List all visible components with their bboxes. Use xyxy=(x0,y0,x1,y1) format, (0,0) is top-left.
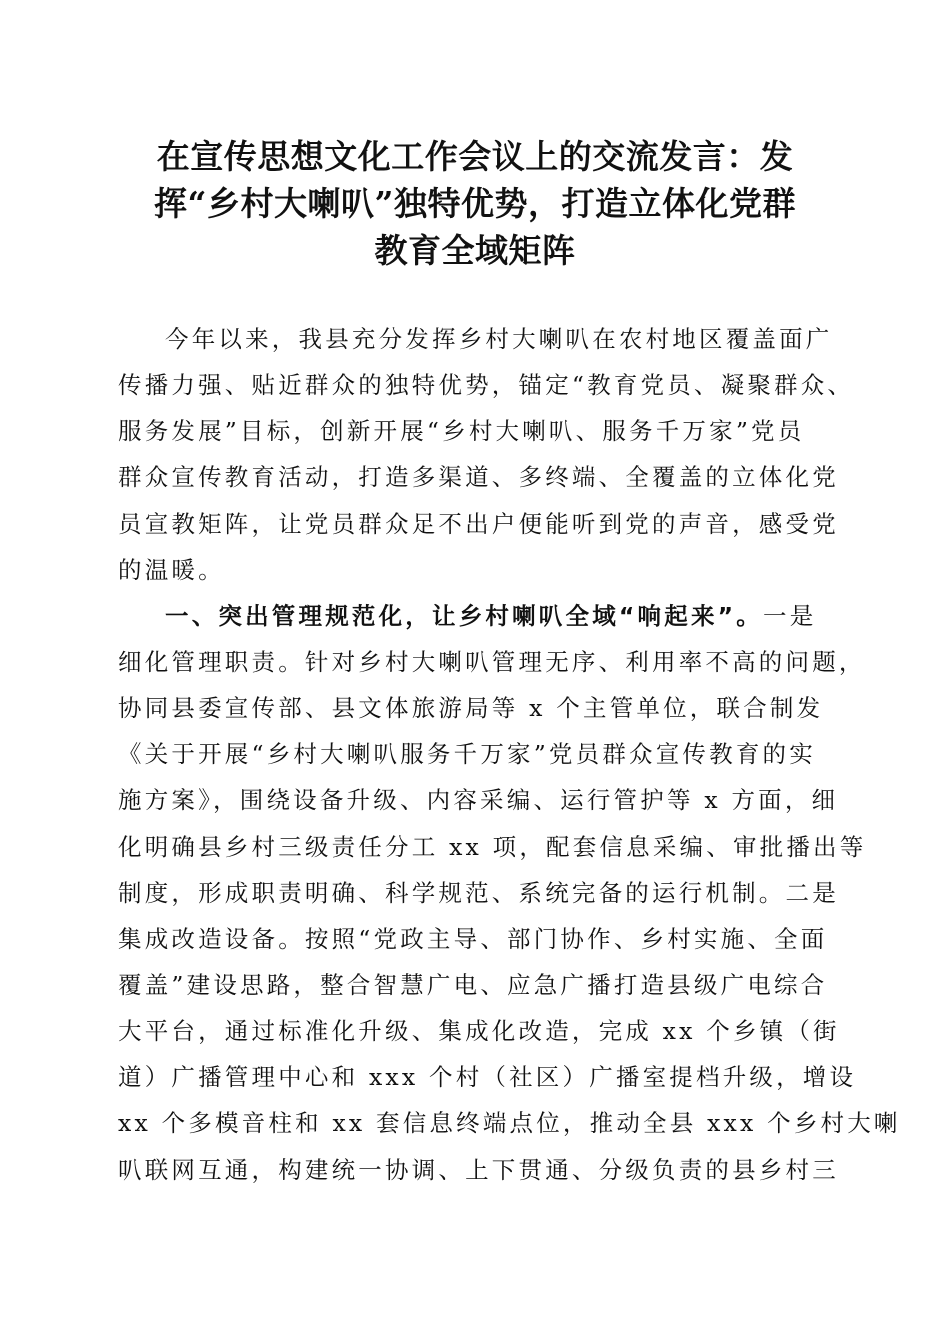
section-1-heading-tail: 一是 xyxy=(763,601,817,630)
document-body xyxy=(118,316,901,1193)
paragraph-line: 叭联网互通，构建统一协调、上下贯通、分级负责的县乡村三 xyxy=(118,1155,839,1184)
paragraph-line: 道）广播管理中心和 xxx 个村（社区）广播室提档升级，增设 xyxy=(118,1063,857,1092)
paragraph-line: 传播力强、贴近群众的独特优势，锚定“教育党员、凝聚群众、 xyxy=(118,371,855,400)
title-line: 挥“乡村大喇叭”独特优势，打造立体化党群 xyxy=(154,184,796,223)
section-1-paragraph xyxy=(118,593,901,1193)
title-line: 教育全域矩阵 xyxy=(374,231,576,270)
paragraph-line: 细化管理职责。针对乡村大喇叭管理无序、利用率不高的问题， xyxy=(118,647,866,676)
paragraph-line: 施方案》，围绕设备升级、内容采编、运行管护等 x 方面，细 xyxy=(118,786,839,815)
paragraph-line: 今年以来，我县充分发挥乡村大喇叭在农村地区覆盖面广 xyxy=(165,325,833,353)
paragraph-line: 制度，形成职责明确、科学规范、系统完备的运行机制。二是 xyxy=(118,878,839,907)
paragraph-line: 服务发展”目标，创新开展“乡村大喇叭、服务千万家”党员 xyxy=(118,417,805,446)
section-1-heading: 一、突出管理规范化，让乡村喇叭全域“响起来”。 xyxy=(165,601,763,630)
paragraph-line: 集成改造设备。按照“党政主导、部门协作、乡村实施、全面 xyxy=(118,924,828,953)
paragraph-line: 覆盖”建设思路，整合智慧广电、应急广播打造县级广电综合 xyxy=(118,970,828,999)
document-title xyxy=(110,133,840,274)
paragraph-line: 群众宣传教育活动，打造多渠道、多终端、全覆盖的立体化党 xyxy=(118,463,839,492)
paragraph-line: 化明确县乡村三级责任分工 xx 项，配套信息采编、审批播出等 xyxy=(118,832,867,861)
paragraph-line: 员宣教矩阵，让党员群众足不出户便能听到党的声音，感受党 xyxy=(118,509,839,538)
paragraph-line: 《关于开展“乡村大喇叭服务千万家”党员群众宣传教育的实 xyxy=(118,740,816,769)
intro-paragraph xyxy=(118,316,855,593)
paragraph-line: 的温暖。 xyxy=(118,555,225,584)
title-line: 在宣传思想文化工作会议上的交流发言：发 xyxy=(156,137,794,176)
paragraph-line xyxy=(118,593,838,639)
paragraph-line: 协同县委宣传部、县文体旅游局等 x 个主管单位，联合制发 xyxy=(118,694,824,723)
paragraph-line: 大平台，通过标准化升级、集成化改造，完成 xx 个乡镇（街 xyxy=(118,1017,840,1046)
paragraph-line: xx 个多模音柱和 xx 套信息终端点位，推动全县 xxx 个乡村大喇 xyxy=(118,1109,901,1138)
